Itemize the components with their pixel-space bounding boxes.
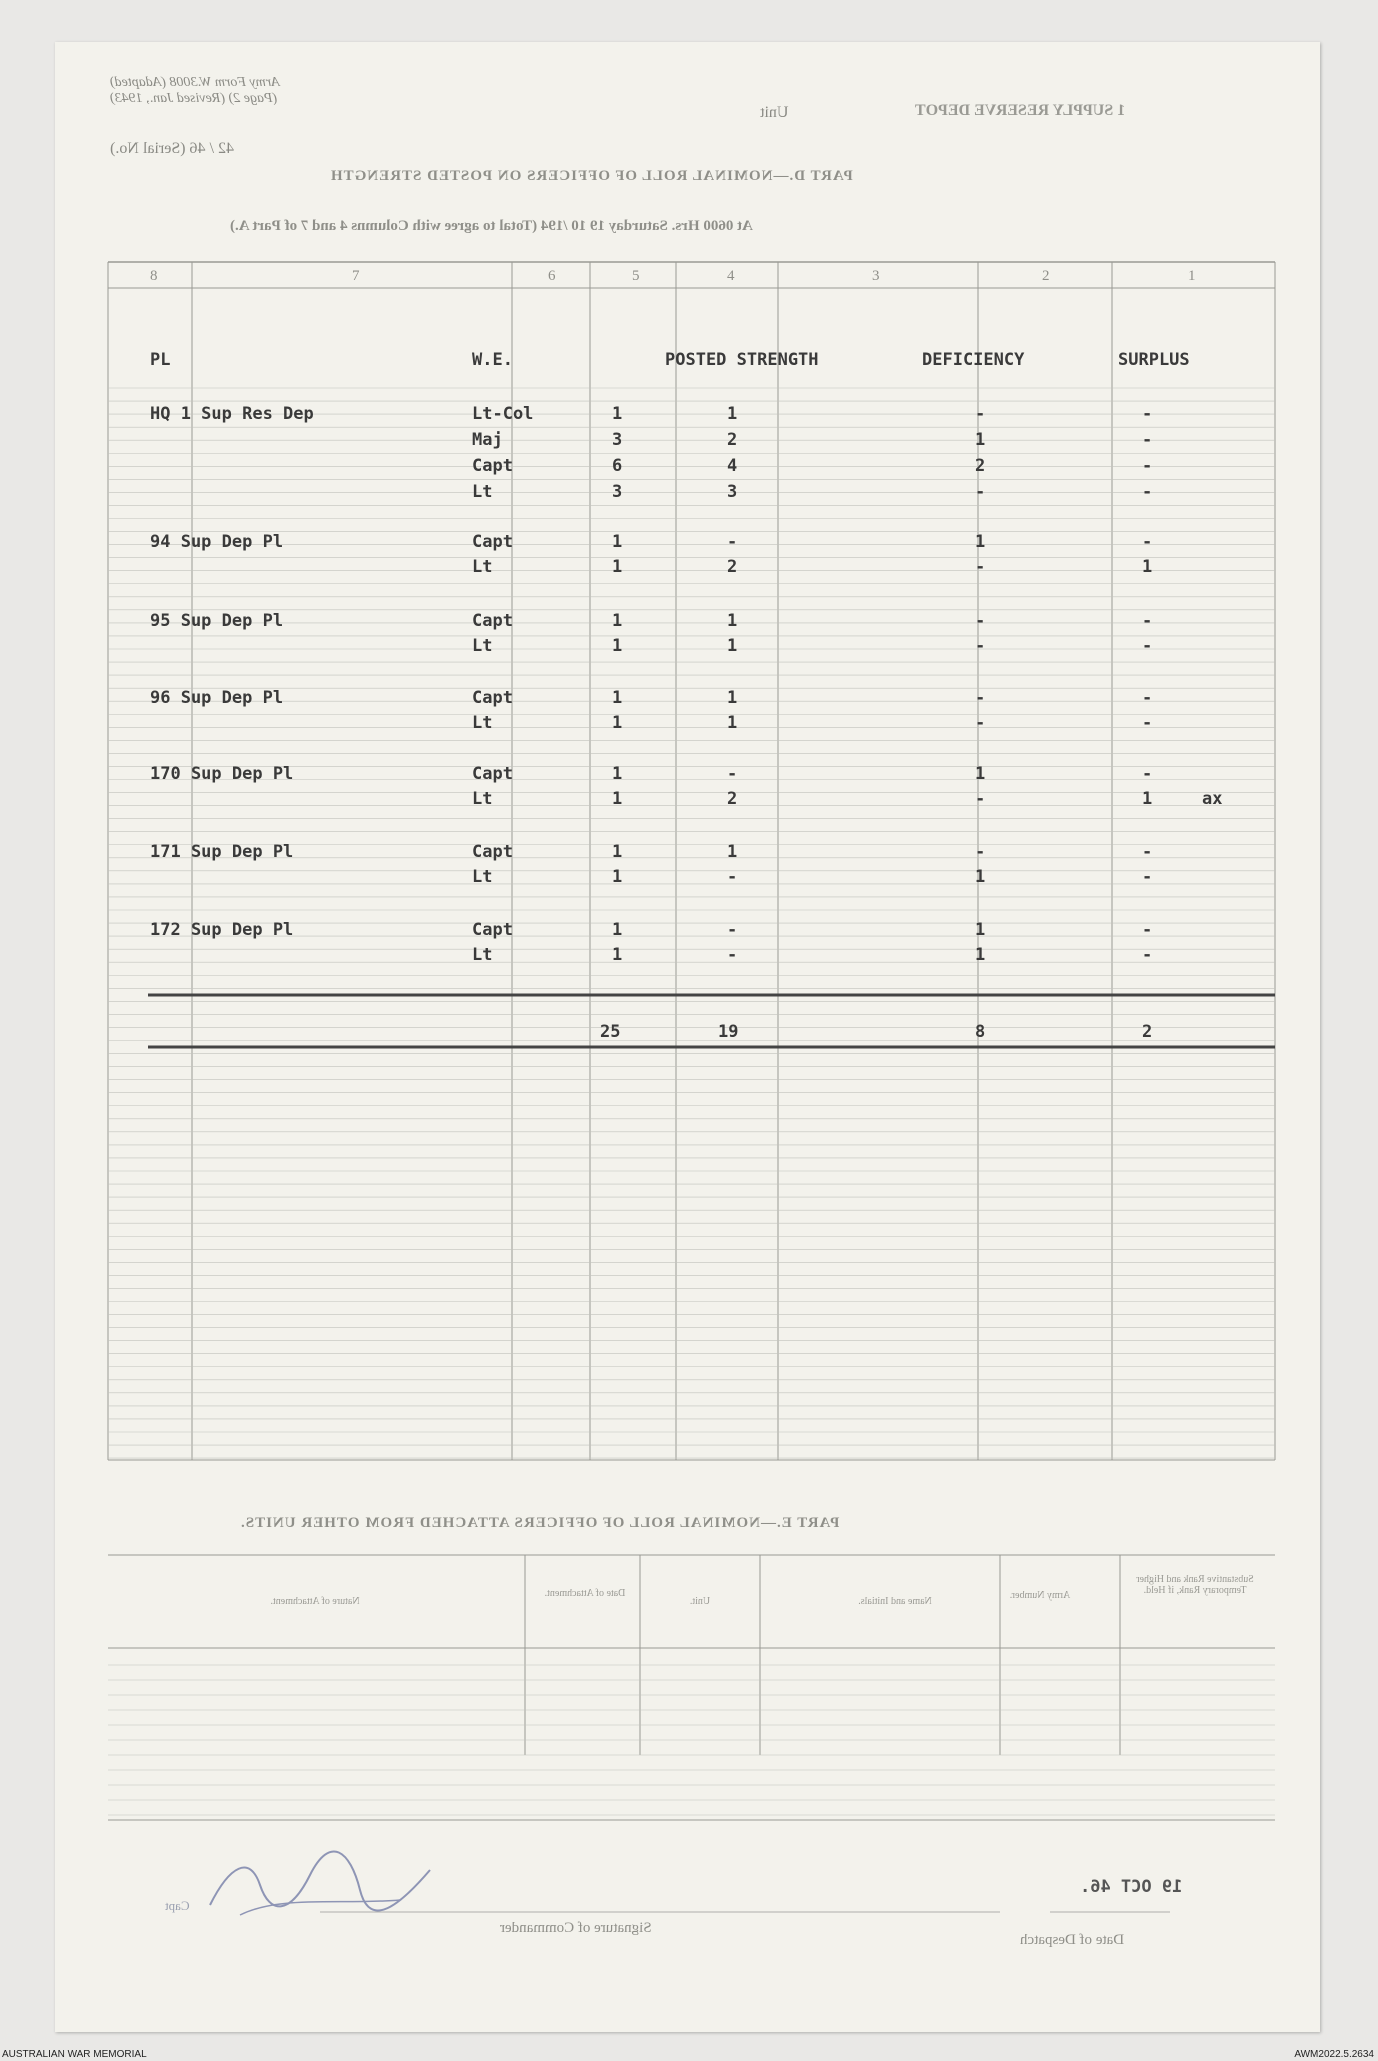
row-surplus: - (1142, 764, 1153, 784)
row-surplus: - (1142, 688, 1153, 708)
row-rank: Lt (472, 636, 493, 656)
row-posted: 2 (727, 430, 738, 450)
row-deficiency: - (975, 482, 986, 502)
row-deficiency: - (975, 611, 986, 631)
row-we: 1 (612, 867, 623, 887)
row-posted: 1 (727, 688, 738, 708)
row-posted: 4 (727, 456, 738, 476)
total-deficiency: 8 (975, 1022, 986, 1042)
row-posted: 1 (727, 611, 738, 631)
row-posted: 3 (727, 482, 738, 502)
row-platoon: 170 Sup Dep Pl (150, 764, 294, 784)
col-number-8: 8 (150, 268, 158, 284)
row-surplus: - (1142, 842, 1153, 862)
row-surplus: - (1142, 611, 1153, 631)
header-pl: PL (150, 350, 171, 370)
row-deficiency: 1 (975, 430, 986, 450)
col-number-1: 1 (1188, 268, 1196, 284)
row-deficiency: - (975, 789, 986, 809)
despatch-date-label: Date of Despatch (1020, 1932, 1125, 1948)
row-rank: Maj (472, 430, 503, 450)
row-rank: Capt (472, 764, 513, 784)
row-platoon: 95 Sup Dep Pl (150, 611, 284, 631)
col-number-7: 7 (352, 268, 360, 284)
col-number-6: 6 (548, 268, 556, 284)
row-surplus: - (1142, 404, 1153, 424)
header-deficiency: DEFICIENCY (922, 350, 1025, 370)
row-we: 1 (612, 764, 623, 784)
row-surplus: - (1142, 532, 1153, 552)
row-posted: - (727, 867, 738, 887)
row-deficiency: - (975, 404, 986, 424)
col-number-5: 5 (632, 268, 640, 284)
row-rank: Capt (472, 611, 513, 631)
part-e-header-rank: Substantive Rank and Higher Temporary Rank, if Held. (1136, 1574, 1254, 1596)
credit-left: AUSTRALIAN WAR MEMORIAL (2, 2049, 147, 2060)
row-deficiency: 1 (975, 920, 986, 940)
row-rank: Capt (472, 688, 513, 708)
credit-right: AWM2022.5.2634 (1294, 2049, 1374, 2060)
col-number-3: 3 (872, 268, 880, 284)
part-e-title: PART E.—NOMINAL ROLL OF OFFICERS ATTACHED FROM OTHER UNITS. (240, 1515, 840, 1531)
serial-number: 42 / 46 (Serial No.) (110, 140, 234, 157)
row-we: 1 (612, 688, 623, 708)
row-deficiency: 1 (975, 532, 986, 552)
part-e-header-army-number: Army Number. (1009, 1590, 1071, 1601)
row-deficiency: - (975, 636, 986, 656)
row-posted: 2 (727, 789, 738, 809)
row-we: 3 (612, 430, 623, 450)
despatch-date-value: 19 OCT 46. (1080, 1877, 1183, 1897)
row-rank: Lt (472, 945, 493, 965)
row-posted: - (727, 764, 738, 784)
part-d-title: PART D.—NOMINAL ROLL OF OFFICERS ON POSTED STRENGTH (330, 168, 853, 184)
part-e-header-date: Date of Attachment. (544, 1588, 626, 1599)
row-rank: Capt (472, 920, 513, 940)
row-surplus: - (1142, 456, 1153, 476)
row-posted: 2 (727, 557, 738, 577)
row-deficiency: 1 (975, 867, 986, 887)
row-platoon: HQ 1 Sup Res Dep (150, 404, 314, 424)
row-surplus: - (1142, 713, 1153, 733)
row-we: 1 (612, 557, 623, 577)
row-we: 1 (612, 713, 623, 733)
row-we: 1 (612, 636, 623, 656)
row-deficiency: - (975, 842, 986, 862)
row-rank: Lt-Col (472, 404, 534, 424)
row-posted: 1 (727, 713, 738, 733)
row-posted: - (727, 920, 738, 940)
part-e-header-nature: Nature of Attachment. (270, 1596, 360, 1607)
row-posted: 1 (727, 636, 738, 656)
row-we: 1 (612, 842, 623, 862)
row-rank: Capt (472, 532, 513, 552)
part-e-header-name: Name and Initials. (858, 1596, 932, 1607)
header-surplus: SURPLUS (1118, 350, 1190, 370)
total-surplus: 2 (1142, 1022, 1153, 1042)
row-platoon: 96 Sup Dep Pl (150, 688, 284, 708)
row-we: 1 (612, 532, 623, 552)
row-we: 1 (612, 945, 623, 965)
signature-capt: Capt (165, 1898, 190, 1913)
row-we: 1 (612, 789, 623, 809)
row-rank: Lt (472, 867, 493, 887)
row-we: 1 (612, 611, 623, 631)
row-surplus: - (1142, 482, 1153, 502)
header-posted-strength: POSTED STRENGTH (665, 350, 819, 370)
row-deficiency: - (975, 713, 986, 733)
row-rank: Lt (472, 557, 493, 577)
signature-mark (200, 1845, 460, 1925)
row-we: 1 (612, 920, 623, 940)
row-we: 6 (612, 456, 623, 476)
row-platoon: 94 Sup Dep Pl (150, 532, 284, 552)
row-surplus: 1 (1142, 789, 1153, 809)
part-e-header-unit: Unit. (689, 1596, 711, 1607)
row-we: 3 (612, 482, 623, 502)
part-d-subtitle: At 0600 Hrs. Saturday 19 10 /194 (Total to agree with Columns 4 and 7 of Part A.) (230, 218, 753, 234)
row-rank: Lt (472, 789, 493, 809)
unit-label: Unit (760, 104, 789, 121)
row-extra-mark: ax (1202, 789, 1223, 809)
row-platoon: 171 Sup Dep Pl (150, 842, 294, 862)
row-we: 1 (612, 404, 623, 424)
row-surplus: - (1142, 636, 1153, 656)
row-deficiency: 1 (975, 764, 986, 784)
col-number-2: 2 (1042, 268, 1050, 284)
row-deficiency: 1 (975, 945, 986, 965)
row-rank: Capt (472, 456, 513, 476)
row-posted: 1 (727, 404, 738, 424)
unit-value: 1 SUPPLY RESERVE DEPOT (915, 102, 1126, 119)
row-surplus: - (1142, 867, 1153, 887)
total-we: 25 (600, 1022, 621, 1042)
form-reference: Army Form W.3008 (Adapted) (Page 2) (Revised Jan., 1943) (110, 75, 280, 106)
row-posted: - (727, 532, 738, 552)
row-posted: 1 (727, 842, 738, 862)
col-number-4: 4 (727, 268, 735, 284)
row-surplus: - (1142, 920, 1153, 940)
row-deficiency: 2 (975, 456, 986, 476)
row-platoon: 172 Sup Dep Pl (150, 920, 294, 940)
row-rank: Lt (472, 713, 493, 733)
row-surplus: 1 (1142, 557, 1153, 577)
row-deficiency: - (975, 557, 986, 577)
total-posted: 19 (718, 1022, 739, 1042)
row-rank: Lt (472, 482, 493, 502)
row-surplus: - (1142, 945, 1153, 965)
row-deficiency: - (975, 688, 986, 708)
row-surplus: - (1142, 430, 1153, 450)
header-we: W.E. (472, 350, 513, 370)
row-rank: Capt (472, 842, 513, 862)
signature-label: Signature of Commander (500, 1920, 652, 1936)
row-posted: - (727, 945, 738, 965)
